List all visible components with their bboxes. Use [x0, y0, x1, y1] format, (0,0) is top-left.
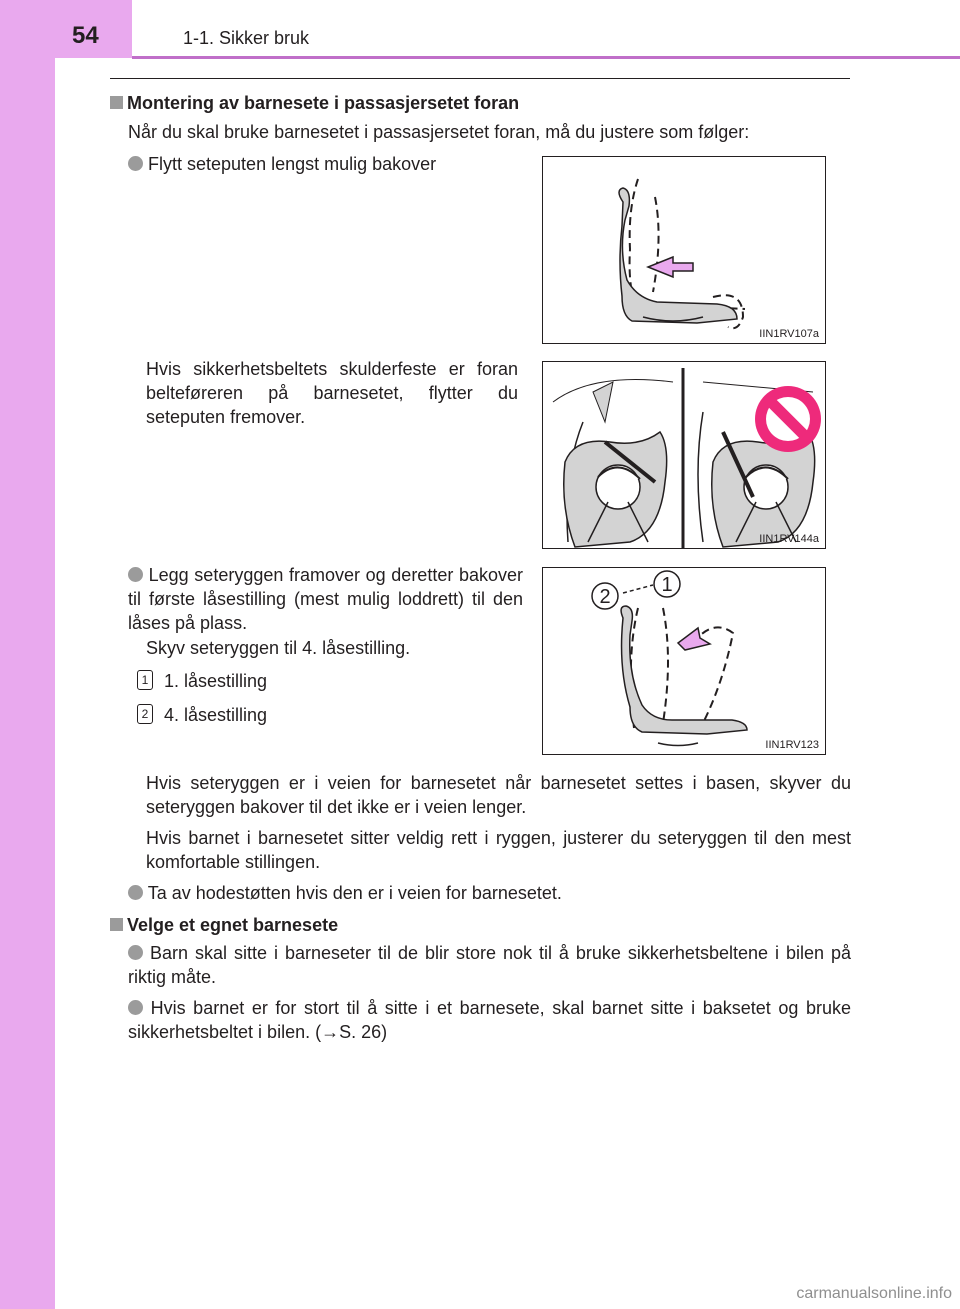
watermark: carmanualsonline.info	[796, 1285, 952, 1302]
bullet-dot-icon	[128, 945, 143, 960]
callout-label-2: 2	[599, 586, 611, 608]
figure-seatback-angle	[542, 567, 826, 755]
bullet-dot-icon	[128, 156, 143, 171]
bullet-move-cushion: Flytt seteputen lengst mulig bakover	[128, 152, 523, 176]
bullet-child-too-big: Hvis barnet er for stort til å sitte i et barnesete, skal barnet sitte i baksetet og bruke sikkerhetsbeltet i bilen. (→S. 26)	[128, 998, 851, 1042]
heading-choose-child-seat: Velge et egnet barnesete	[110, 913, 338, 937]
item-number-badge: 2	[137, 704, 153, 724]
paragraph-shoulder-anchor: Hvis sikkerhetsbeltets skulderfeste er foran belteføreren på barnesetet, flytter du seteputen fremover.	[146, 359, 518, 427]
paragraph-push-seatback: Skyv seteryggen til 4. låsestilling.	[146, 638, 411, 658]
figure-seat-cushion-back	[542, 156, 826, 344]
intro-paragraph: Når du skal bruke barnesetet i passasjersetet foran, må du justere som følger:	[128, 122, 750, 142]
figure-code: IIN1RV144a	[759, 533, 819, 545]
item-lock-position-1: 1. låsestilling	[164, 671, 268, 691]
bullet-children-seats-until-big: Barn skal sitte i barneseter til de blir store nok til å bruke sikkerhetsbeltene i bilen på riktig måte.	[128, 943, 851, 987]
figure-child-seat-belt	[542, 361, 826, 549]
figure-code: IIN1RV107a	[759, 328, 819, 340]
page-number: 54	[72, 22, 99, 49]
bullet-dot-icon	[128, 567, 143, 582]
item-lock-position-4: 4. låsestilling	[164, 705, 268, 725]
bullet-remove-headrest: Ta av hodestøtten hvis den er i veien for barnesetet.	[128, 881, 848, 905]
side-tab-band	[0, 0, 55, 1309]
header-rule	[132, 56, 960, 59]
heading-install-front-seat: Montering av barnesete i passasjersetet foran	[110, 91, 519, 115]
section-title: 1-1. Sikker bruk	[183, 28, 310, 48]
item-number-badge: 1	[137, 670, 153, 690]
seat-slide-back-illustration	[543, 157, 825, 343]
callout-label-1: 1	[661, 574, 673, 596]
square-bullet-icon	[110, 918, 123, 931]
seatback-recline-illustration	[543, 568, 825, 754]
bullet-dot-icon	[128, 1000, 143, 1015]
content-top-rule	[110, 78, 850, 79]
child-seat-belt-illustration	[543, 362, 825, 548]
bullet-dot-icon	[128, 885, 143, 900]
figure-code: IIN1RV123	[765, 739, 819, 751]
page-number-box	[0, 0, 132, 58]
bullet-seatback-lock: Legg seteryggen framover og deretter bakover til første låsestilling (mest mulig loddrett) til den låses på plass.	[128, 565, 523, 633]
paragraph-upright-child: Hvis barnet i barnesetet sitter veldig rett i ryggen, justerer du seteryggen til den mest komfortable stillingen.	[146, 828, 851, 872]
paragraph-seatback-in-way: Hvis seteryggen er i veien for barnesetet når barnesetet settes i basen, skyver du seteryggen bakover til det ikke er i veien lenger.	[146, 773, 851, 817]
square-bullet-icon	[110, 96, 123, 109]
prohibition-icon	[755, 386, 821, 452]
